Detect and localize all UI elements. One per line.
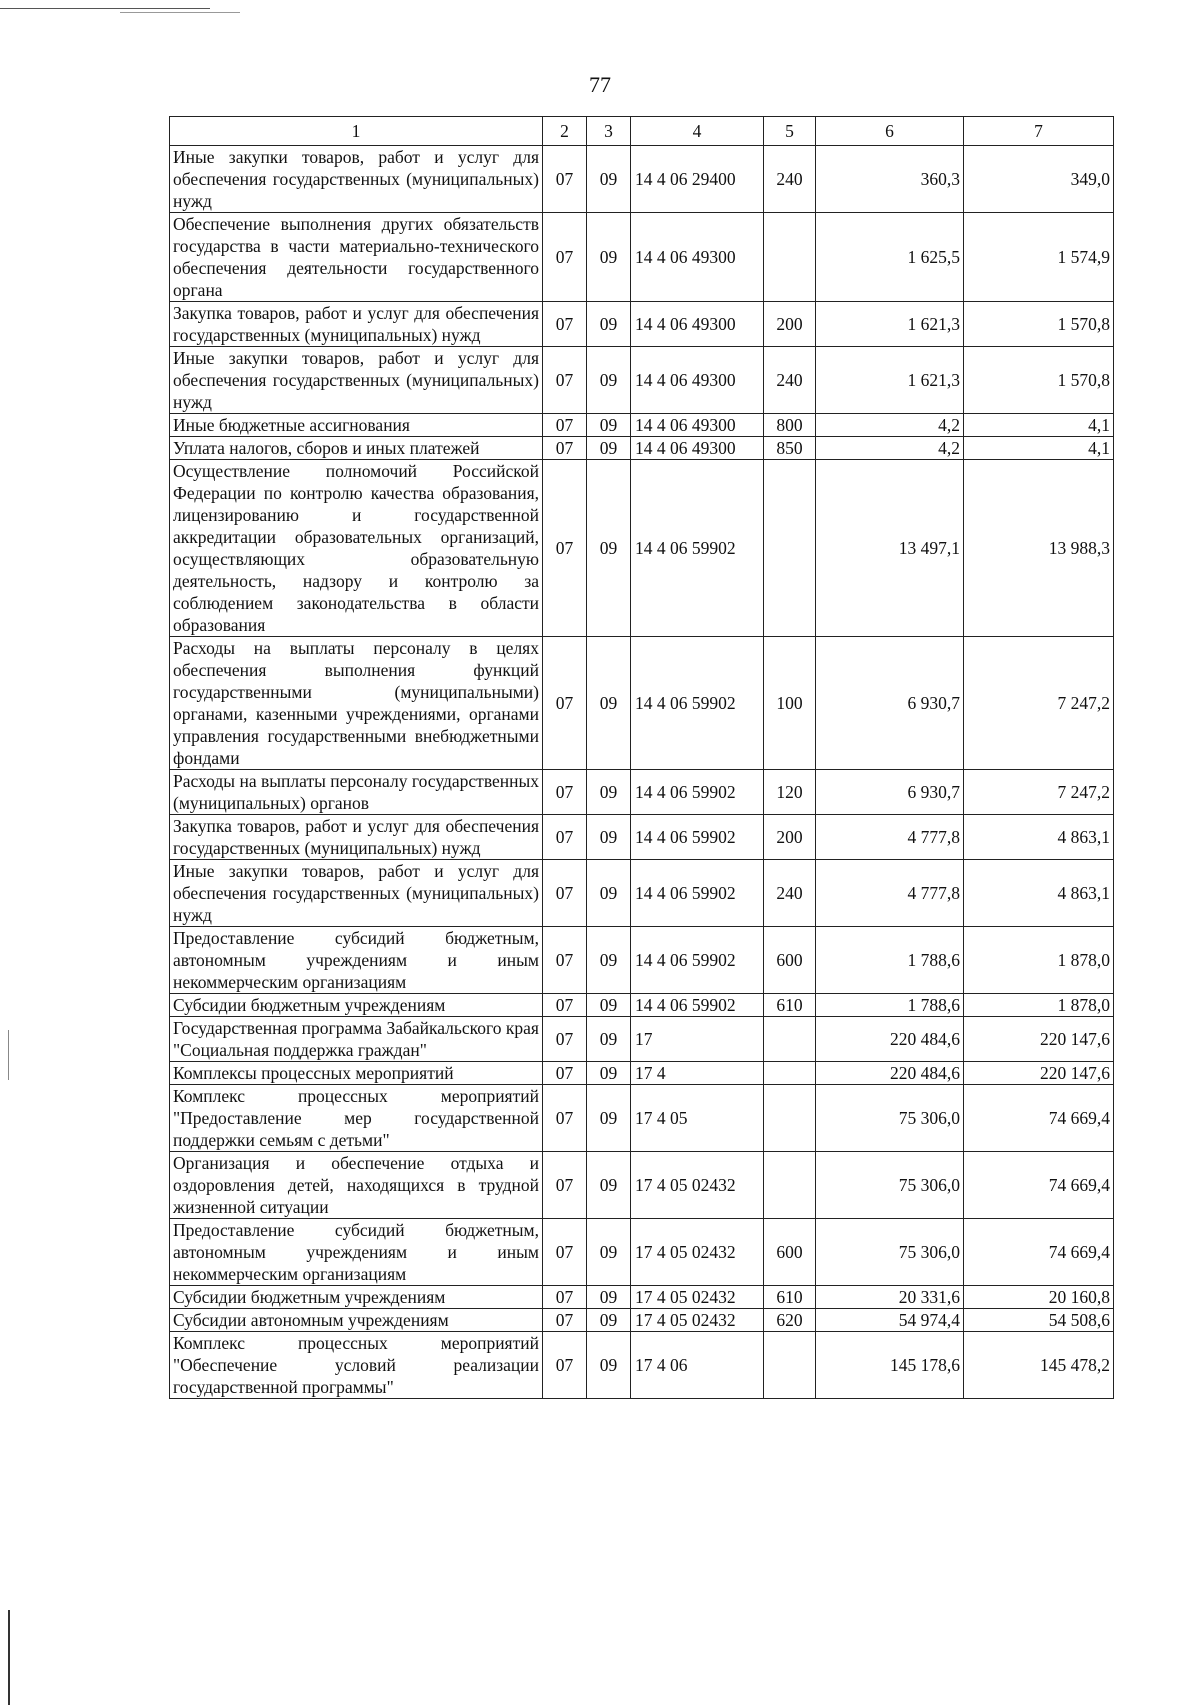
row-section-cell: 07	[543, 1286, 587, 1309]
table-row	[170, 637, 1114, 770]
row-amount-year2-cell: 74 669,4	[964, 1152, 1114, 1219]
row-amount-year2-cell: 4 863,1	[964, 860, 1114, 927]
row-section-cell: 07	[543, 860, 587, 927]
column-header: 5	[764, 117, 816, 146]
row-amount-year2-cell: 1 570,8	[964, 302, 1114, 347]
table-row	[170, 437, 1114, 460]
row-target-article-cell: 14 4 06 59902	[631, 927, 764, 994]
row-amount-year1-cell: 75 306,0	[816, 1085, 964, 1152]
row-amount-year2-cell: 145 478,2	[964, 1332, 1114, 1399]
row-target-article-cell: 14 4 06 29400	[631, 146, 764, 213]
row-expense-type-cell	[764, 213, 816, 302]
row-subsection-cell: 09	[587, 414, 631, 437]
row-expense-type-cell: 600	[764, 1219, 816, 1286]
row-expense-type-cell: 120	[764, 770, 816, 815]
row-subsection-cell: 09	[587, 815, 631, 860]
table-row	[170, 213, 1114, 302]
row-amount-year2-cell: 7 247,2	[964, 770, 1114, 815]
row-amount-year1-cell: 1 788,6	[816, 994, 964, 1017]
row-name-cell: Организация и обеспечение отдыха и оздоровления детей, находящихся в трудной жизненной ситуации	[170, 1152, 543, 1219]
row-name-cell: Комплекс процессных мероприятий "Предоставление мер государственной поддержки семьям с детьми"	[170, 1085, 543, 1152]
table-row	[170, 414, 1114, 437]
row-section-cell: 07	[543, 213, 587, 302]
row-target-article-cell: 17 4	[631, 1062, 764, 1085]
row-target-article-cell: 14 4 06 49300	[631, 347, 764, 414]
row-name-cell: Субсидии бюджетным учреждениям	[170, 994, 543, 1017]
row-amount-year1-cell: 75 306,0	[816, 1152, 964, 1219]
row-subsection-cell: 09	[587, 1286, 631, 1309]
row-expense-type-cell	[764, 1152, 816, 1219]
row-target-article-cell: 17 4 05 02432	[631, 1152, 764, 1219]
row-name-cell: Иные бюджетные ассигнования	[170, 414, 543, 437]
row-amount-year2-cell: 4,1	[964, 414, 1114, 437]
row-amount-year2-cell: 1 878,0	[964, 994, 1114, 1017]
row-amount-year2-cell: 13 988,3	[964, 460, 1114, 637]
row-expense-type-cell: 240	[764, 347, 816, 414]
row-amount-year1-cell: 4,2	[816, 437, 964, 460]
row-section-cell: 07	[543, 1085, 587, 1152]
row-target-article-cell: 14 4 06 59902	[631, 637, 764, 770]
row-subsection-cell: 09	[587, 1309, 631, 1332]
scan-artifact-line	[0, 8, 210, 9]
row-expense-type-cell: 610	[764, 1286, 816, 1309]
row-amount-year2-cell: 4 863,1	[964, 815, 1114, 860]
row-amount-year2-cell: 74 669,4	[964, 1219, 1114, 1286]
row-expense-type-cell: 240	[764, 146, 816, 213]
row-section-cell: 07	[543, 1309, 587, 1332]
row-subsection-cell: 09	[587, 770, 631, 815]
row-name-cell: Закупка товаров, работ и услуг для обеспечения государственных (муниципальных) нужд	[170, 815, 543, 860]
row-amount-year1-cell: 145 178,6	[816, 1332, 964, 1399]
row-amount-year1-cell: 1 625,5	[816, 213, 964, 302]
row-section-cell: 07	[543, 347, 587, 414]
row-target-article-cell: 17 4 05 02432	[631, 1286, 764, 1309]
row-section-cell: 07	[543, 770, 587, 815]
row-name-cell: Комплексы процессных мероприятий	[170, 1062, 543, 1085]
table-row	[170, 770, 1114, 815]
row-expense-type-cell	[764, 460, 816, 637]
row-expense-type-cell	[764, 1332, 816, 1399]
row-name-cell: Иные закупки товаров, работ и услуг для обеспечения государственных (муниципальных) нужд	[170, 347, 543, 414]
row-amount-year2-cell: 220 147,6	[964, 1017, 1114, 1062]
row-amount-year1-cell: 220 484,6	[816, 1017, 964, 1062]
table-row	[170, 146, 1114, 213]
row-target-article-cell: 17	[631, 1017, 764, 1062]
row-name-cell: Предоставление субсидий бюджетным, автономным учреждениям и иным некоммерческим организациям	[170, 927, 543, 994]
row-amount-year2-cell: 7 247,2	[964, 637, 1114, 770]
row-target-article-cell: 14 4 06 49300	[631, 302, 764, 347]
row-target-article-cell: 17 4 05	[631, 1085, 764, 1152]
row-amount-year2-cell: 74 669,4	[964, 1085, 1114, 1152]
row-target-article-cell: 14 4 06 49300	[631, 437, 764, 460]
row-expense-type-cell: 850	[764, 437, 816, 460]
scan-artifact-line	[120, 12, 240, 13]
row-amount-year2-cell: 220 147,6	[964, 1062, 1114, 1085]
row-amount-year2-cell: 4,1	[964, 437, 1114, 460]
row-target-article-cell: 14 4 06 59902	[631, 815, 764, 860]
row-section-cell: 07	[543, 1062, 587, 1085]
column-header: 3	[587, 117, 631, 146]
table-header-row	[170, 117, 1114, 146]
row-amount-year1-cell: 1 788,6	[816, 927, 964, 994]
row-subsection-cell: 09	[587, 347, 631, 414]
row-section-cell: 07	[543, 414, 587, 437]
row-section-cell: 07	[543, 437, 587, 460]
row-subsection-cell: 09	[587, 1085, 631, 1152]
row-subsection-cell: 09	[587, 146, 631, 213]
row-amount-year1-cell: 220 484,6	[816, 1062, 964, 1085]
row-target-article-cell: 14 4 06 59902	[631, 860, 764, 927]
row-amount-year2-cell: 1 878,0	[964, 927, 1114, 994]
row-amount-year1-cell: 1 621,3	[816, 302, 964, 347]
table-row	[170, 1085, 1114, 1152]
row-name-cell: Закупка товаров, работ и услуг для обеспечения государственных (муниципальных) нужд	[170, 302, 543, 347]
column-header: 2	[543, 117, 587, 146]
row-target-article-cell: 17 4 06	[631, 1332, 764, 1399]
row-expense-type-cell: 200	[764, 815, 816, 860]
row-expense-type-cell: 610	[764, 994, 816, 1017]
row-subsection-cell: 09	[587, 1017, 631, 1062]
row-subsection-cell: 09	[587, 1062, 631, 1085]
row-target-article-cell: 14 4 06 59902	[631, 770, 764, 815]
row-name-cell: Субсидии бюджетным учреждениям	[170, 1286, 543, 1309]
row-amount-year1-cell: 1 621,3	[816, 347, 964, 414]
row-amount-year1-cell: 4,2	[816, 414, 964, 437]
table-row	[170, 1286, 1114, 1309]
table-row	[170, 1152, 1114, 1219]
row-expense-type-cell	[764, 1062, 816, 1085]
budget-table	[169, 116, 1114, 1399]
row-expense-type-cell	[764, 1017, 816, 1062]
table-row	[170, 994, 1114, 1017]
table-row	[170, 1219, 1114, 1286]
row-subsection-cell: 09	[587, 637, 631, 770]
row-amount-year1-cell: 75 306,0	[816, 1219, 964, 1286]
row-expense-type-cell: 800	[764, 414, 816, 437]
row-amount-year2-cell: 1 570,8	[964, 347, 1114, 414]
table-row	[170, 302, 1114, 347]
column-header: 6	[816, 117, 964, 146]
row-expense-type-cell	[764, 1085, 816, 1152]
table-row	[170, 460, 1114, 637]
table-row	[170, 815, 1114, 860]
page-number: 77	[589, 72, 611, 97]
row-target-article-cell: 17 4 05 02432	[631, 1309, 764, 1332]
column-header: 4	[631, 117, 764, 146]
row-section-cell: 07	[543, 1219, 587, 1286]
row-amount-year2-cell: 54 508,6	[964, 1309, 1114, 1332]
row-amount-year1-cell: 4 777,8	[816, 815, 964, 860]
table-row	[170, 1332, 1114, 1399]
row-section-cell: 07	[543, 146, 587, 213]
row-amount-year1-cell: 360,3	[816, 146, 964, 213]
column-header: 7	[964, 117, 1114, 146]
column-header: 1	[170, 117, 543, 146]
row-name-cell: Обеспечение выполнения других обязательств государства в части материально-технического обеспечения деятельности государственного органа	[170, 213, 543, 302]
row-section-cell: 07	[543, 1332, 587, 1399]
row-amount-year2-cell: 20 160,8	[964, 1286, 1114, 1309]
row-name-cell: Расходы на выплаты персоналу в целях обеспечения выполнения функций государственными (муниципальными) органами, казенными учреждениями, органами управления государственными внебюджетными фондами	[170, 637, 543, 770]
table-row	[170, 860, 1114, 927]
row-expense-type-cell: 240	[764, 860, 816, 927]
row-target-article-cell: 14 4 06 59902	[631, 460, 764, 637]
row-section-cell: 07	[543, 994, 587, 1017]
row-amount-year2-cell: 349,0	[964, 146, 1114, 213]
row-section-cell: 07	[543, 1017, 587, 1062]
row-name-cell: Уплата налогов, сборов и иных платежей	[170, 437, 543, 460]
table-row	[170, 927, 1114, 994]
row-subsection-cell: 09	[587, 1219, 631, 1286]
row-amount-year2-cell: 1 574,9	[964, 213, 1114, 302]
row-amount-year1-cell: 13 497,1	[816, 460, 964, 637]
row-section-cell: 07	[543, 302, 587, 347]
table-row	[170, 347, 1114, 414]
row-name-cell: Расходы на выплаты персоналу государственных (муниципальных) органов	[170, 770, 543, 815]
row-subsection-cell: 09	[587, 302, 631, 347]
row-subsection-cell: 09	[587, 437, 631, 460]
row-section-cell: 07	[543, 1152, 587, 1219]
row-target-article-cell: 14 4 06 49300	[631, 414, 764, 437]
scan-artifact-line	[8, 1030, 9, 1080]
row-amount-year1-cell: 6 930,7	[816, 770, 964, 815]
row-expense-type-cell: 600	[764, 927, 816, 994]
row-section-cell: 07	[543, 637, 587, 770]
row-section-cell: 07	[543, 460, 587, 637]
row-subsection-cell: 09	[587, 1152, 631, 1219]
row-expense-type-cell: 620	[764, 1309, 816, 1332]
row-subsection-cell: 09	[587, 860, 631, 927]
table-row	[170, 1309, 1114, 1332]
row-subsection-cell: 09	[587, 213, 631, 302]
row-name-cell: Государственная программа Забайкальского края "Социальная поддержка граждан"	[170, 1017, 543, 1062]
row-subsection-cell: 09	[587, 460, 631, 637]
row-name-cell: Иные закупки товаров, работ и услуг для обеспечения государственных (муниципальных) нужд	[170, 146, 543, 213]
row-amount-year1-cell: 6 930,7	[816, 637, 964, 770]
row-name-cell: Иные закупки товаров, работ и услуг для обеспечения государственных (муниципальных) нужд	[170, 860, 543, 927]
table-row	[170, 1017, 1114, 1062]
scan-artifact-line	[8, 1610, 10, 1705]
row-amount-year1-cell: 4 777,8	[816, 860, 964, 927]
row-name-cell: Предоставление субсидий бюджетным, автономным учреждениям и иным некоммерческим организациям	[170, 1219, 543, 1286]
row-name-cell: Субсидии автономным учреждениям	[170, 1309, 543, 1332]
row-target-article-cell: 17 4 05 02432	[631, 1219, 764, 1286]
table-row	[170, 1062, 1114, 1085]
row-name-cell: Комплекс процессных мероприятий "Обеспечение условий реализации государственной программы"	[170, 1332, 543, 1399]
row-amount-year1-cell: 54 974,4	[816, 1309, 964, 1332]
row-target-article-cell: 14 4 06 59902	[631, 994, 764, 1017]
row-expense-type-cell: 100	[764, 637, 816, 770]
row-amount-year1-cell: 20 331,6	[816, 1286, 964, 1309]
row-section-cell: 07	[543, 927, 587, 994]
row-name-cell: Осуществление полномочий Российской Федерации по контролю качества образования, лицензированию и государственной аккредитации образовательных организаций, осуществляющих образовательную деятельность, надзору и контролю за соблюдением законодательства в области образования	[170, 460, 543, 637]
row-expense-type-cell: 200	[764, 302, 816, 347]
row-target-article-cell: 14 4 06 49300	[631, 213, 764, 302]
row-subsection-cell: 09	[587, 994, 631, 1017]
row-subsection-cell: 09	[587, 927, 631, 994]
row-section-cell: 07	[543, 815, 587, 860]
row-subsection-cell: 09	[587, 1332, 631, 1399]
